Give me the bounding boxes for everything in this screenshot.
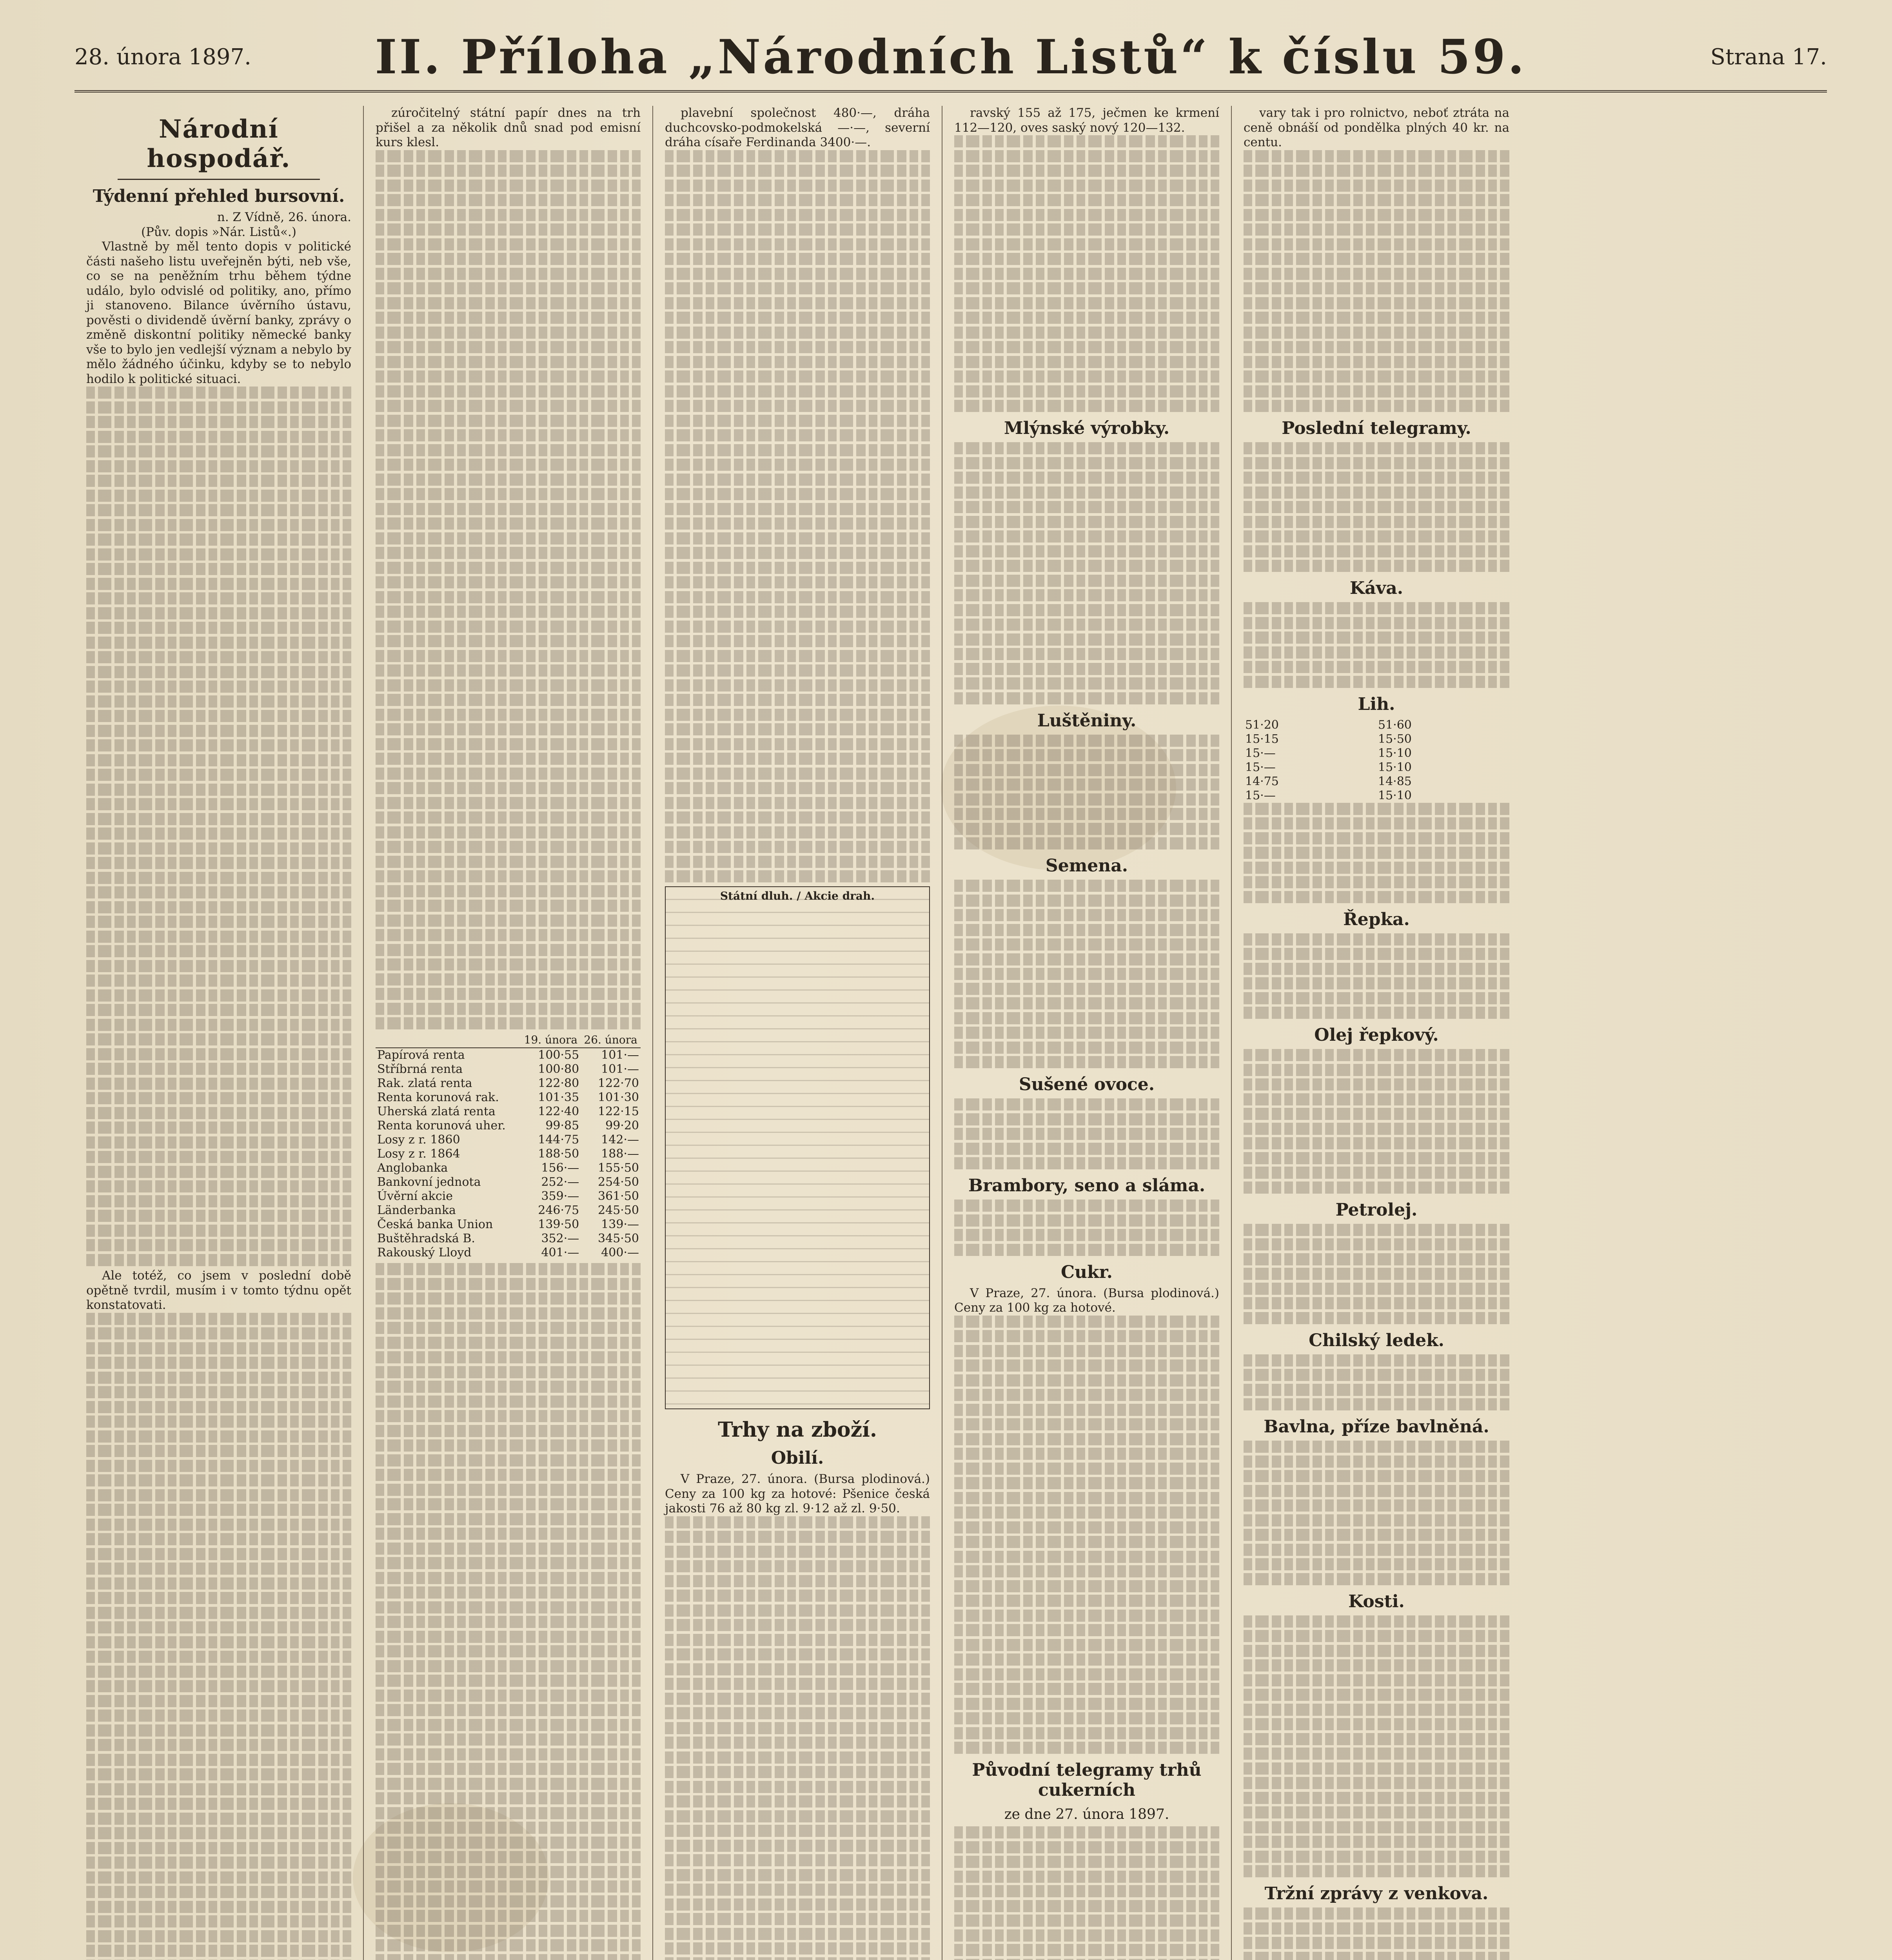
spirit-price-row — [1244, 732, 1509, 746]
article-paragraph: Ale totéž, co jsem v poslední době opětně tvrdil, musím i v tomto týdnu opět konstatovati. — [86, 1269, 351, 1312]
spirit-price: 15·— — [1245, 788, 1276, 802]
article-text-block — [954, 135, 1219, 412]
spirit-price: 14·75 — [1245, 774, 1279, 788]
security-quote: 101·— — [601, 1048, 639, 1062]
security-name: Renta korunová uher. — [377, 1119, 506, 1132]
security-quote: 139·— — [601, 1218, 639, 1231]
security-quote: 345·50 — [598, 1232, 639, 1245]
security-quote: 400·— — [601, 1246, 639, 1259]
security-quote: 122·15 — [598, 1105, 639, 1118]
security-quote: 101·30 — [598, 1091, 639, 1104]
subsection-heading: Bavlna, příze bavlněná. — [1264, 1417, 1489, 1437]
page-number: Strana 17. — [1710, 44, 1827, 70]
security-quote: 401·— — [541, 1246, 579, 1259]
stock-quotes-header: Státní dluh. / Akcie drah. — [720, 889, 875, 902]
article-text-block — [376, 150, 641, 1030]
spirit-price-row — [1244, 789, 1509, 803]
article-text-block — [1244, 933, 1509, 1019]
spirit-price: 14·85 — [1378, 774, 1412, 788]
article-columns — [74, 106, 1827, 1960]
security-quote: 100·80 — [538, 1062, 579, 1076]
subsection-heading: Brambory, seno a sláma. — [968, 1176, 1206, 1196]
article-text-block — [86, 387, 351, 1266]
article-text-block — [954, 1200, 1219, 1256]
security-quote: 254·50 — [598, 1175, 639, 1189]
rates-row — [376, 1246, 641, 1260]
rates-header — [376, 1033, 521, 1048]
article-text-block — [1244, 602, 1509, 688]
article-text-block — [665, 1516, 930, 1960]
security-name: Úvěrní akcie — [377, 1189, 453, 1203]
article-text-block — [1244, 1224, 1509, 1324]
rates-row — [376, 1091, 641, 1105]
article-text-block — [86, 1313, 351, 1960]
security-quote: 142·— — [601, 1133, 639, 1147]
article-text-block — [954, 880, 1219, 1068]
subsection-heading: Káva. — [1349, 578, 1404, 598]
article-paragraph: zúročitelný státní papír dnes na trh přišel a za několik dnů snad pod emisní kurs klesl. — [376, 106, 641, 149]
section-title: Národní hospodář. — [147, 114, 291, 173]
security-quote: 99·20 — [605, 1119, 639, 1132]
spirit-prices-table — [1244, 718, 1509, 803]
subsection-heading: Chilský ledek. — [1309, 1330, 1444, 1350]
rates-row — [376, 1232, 641, 1246]
subsection-heading: Kosti. — [1348, 1591, 1405, 1612]
security-quote: 144·75 — [538, 1133, 579, 1147]
subsection-heading: Semena. — [1045, 856, 1128, 876]
rates-row — [376, 1175, 641, 1189]
article-paragraph: ravský 155 až 175, ječmen ke krmení 112—120, oves saský nový 120—132. — [954, 106, 1219, 135]
security-name: Renta korunová rak. — [377, 1091, 499, 1104]
security-quote: 139·50 — [538, 1218, 579, 1231]
security-quote: 352·— — [541, 1232, 579, 1245]
security-quote: 100·55 — [538, 1048, 579, 1062]
subsection-heading: Poslední telegramy. — [1282, 418, 1471, 438]
rates-row — [376, 1105, 641, 1119]
rates-row — [376, 1119, 641, 1133]
spirit-price: 15·— — [1245, 760, 1276, 774]
subsection-heading: Původní telegramy trhů cukerních — [972, 1760, 1202, 1800]
article-text-block — [665, 150, 930, 883]
spirit-price-row — [1244, 760, 1509, 775]
article-text-block — [1244, 1907, 1509, 1960]
article-paragraph: Vlastně by měl tento dopis v politické části našeho listu uveřejněn býti, neb vše, co se na peněžním trhu během týdne událo, bylo odvislé od politiky, ano, přímo ji stanoveno. Bilance úvěrního ústavu, pověsti o dividendě úvěrní banky, zprávy o změně diskontní politiky německé banky vše to bylo jen vedlejší význam a nebylo by mělo žádného účinku, kdyby se to nebylo hodilo k politické situaci. — [86, 240, 351, 386]
spirit-price-row — [1244, 718, 1509, 732]
article-text-block — [1244, 1441, 1509, 1585]
security-name: Papírová renta — [377, 1048, 465, 1062]
spirit-price: 15·— — [1245, 746, 1276, 760]
subsection-heading: Tržní zprávy z venkova. — [1264, 1884, 1489, 1904]
rates-row — [376, 1133, 641, 1147]
subsection-heading: Mlýnské výrobky. — [1004, 418, 1170, 438]
column-5 — [1232, 106, 1521, 1960]
security-name: Česká banka Union — [377, 1218, 493, 1231]
security-name: Anglobanka — [377, 1161, 448, 1175]
article-paragraph: vary tak i pro rolnictvo, neboť ztráta na ceně obnáší od pondělka plných 40 kr. na centu. — [1244, 106, 1509, 149]
column-3 — [653, 106, 942, 1960]
rates-table — [376, 1033, 641, 1260]
subsection-heading: Sušené ovoce. — [1019, 1074, 1155, 1094]
rates-row — [376, 1218, 641, 1232]
subsection-heading: Obilí. — [771, 1448, 824, 1468]
rates-row — [376, 1203, 641, 1218]
security-name: Losy z r. 1860 — [377, 1133, 460, 1147]
subsection-heading: Lih. — [1358, 694, 1395, 714]
security-quote: 122·80 — [538, 1076, 579, 1090]
security-quote: 359·— — [541, 1189, 579, 1203]
issue-date: 28. února 1897. — [74, 44, 251, 70]
spirit-price-row — [1244, 775, 1509, 789]
column-4 — [942, 106, 1232, 1960]
section-heading: Trhy na zboží. — [718, 1418, 877, 1442]
article-text-block — [1244, 150, 1509, 412]
article-text-block — [1244, 1615, 1509, 1878]
article-paragraph: plavební společnost 480·—, dráha duchcovsko-podmokelská —·—, severní dráha císaře Ferdinanda 3400·—. — [665, 106, 930, 149]
security-quote: 99·85 — [545, 1119, 579, 1132]
security-name: Rakouský Lloyd — [377, 1246, 472, 1259]
security-quote: 101·35 — [538, 1091, 579, 1104]
subsection-date: ze dne 27. února 1897. — [1004, 1806, 1169, 1822]
security-name: Stříbrná renta — [377, 1062, 463, 1076]
rates-row — [376, 1189, 641, 1203]
security-quote: 188·— — [601, 1147, 639, 1161]
article-text-block — [954, 1098, 1219, 1169]
spirit-price-row — [1244, 746, 1509, 760]
security-quote: 122·40 — [538, 1105, 579, 1118]
source-note: (Pův. dopis »Nár. Listů«.) — [141, 225, 296, 239]
rates-row — [376, 1076, 641, 1091]
stock-quotes-table — [665, 886, 930, 1409]
spirit-price: 51·60 — [1378, 718, 1412, 732]
article-text-block — [1244, 1049, 1509, 1194]
masthead — [74, 24, 1827, 93]
subsection-heading: Luštěniny. — [1037, 710, 1137, 731]
security-quote: 122·70 — [598, 1076, 639, 1090]
security-name: Länderbanka — [377, 1203, 456, 1217]
security-name: Bankovní jednota — [377, 1175, 481, 1189]
spirit-price: 15·10 — [1378, 760, 1412, 774]
column-1 — [74, 106, 364, 1960]
spirit-price: 15·10 — [1378, 788, 1412, 802]
security-name: Uherská zlatá renta — [377, 1105, 496, 1118]
article-text-block — [1244, 803, 1509, 903]
article-text-block — [954, 1826, 1219, 1960]
security-quote: 188·50 — [538, 1147, 579, 1161]
spirit-price: 15·10 — [1378, 746, 1412, 760]
subsection-heading: Petrolej. — [1335, 1200, 1418, 1220]
security-quote: 246·75 — [538, 1203, 579, 1217]
subsection-heading: Řepka. — [1343, 909, 1410, 929]
rates-row — [376, 1048, 641, 1062]
security-name: Losy z r. 1864 — [377, 1147, 460, 1161]
subsection-heading: Olej řepkový. — [1314, 1025, 1439, 1045]
security-quote: 361·50 — [598, 1189, 639, 1203]
article-text-block — [954, 1316, 1219, 1754]
security-quote: 245·50 — [598, 1203, 639, 1217]
rates-header: 26. února — [581, 1033, 641, 1048]
article-text-block — [954, 442, 1219, 704]
security-quote: 252·— — [541, 1175, 579, 1189]
rates-row — [376, 1161, 641, 1175]
dateline: n. Z Vídně, 26. února. — [217, 210, 351, 224]
spirit-price: 51·20 — [1245, 718, 1279, 732]
security-name: Rak. zlatá renta — [377, 1076, 472, 1090]
security-quote: 155·50 — [598, 1161, 639, 1175]
subsection-heading: Cukr. — [1061, 1262, 1113, 1282]
security-quote: 101·— — [601, 1062, 639, 1076]
article-text-block — [954, 735, 1219, 850]
article-text-block — [1244, 1354, 1509, 1411]
column-2 — [364, 106, 653, 1960]
divider — [118, 179, 320, 180]
article-title: Týdenní přehled bursovní. — [93, 186, 345, 206]
article-text-block — [376, 1263, 641, 1960]
rates-row — [376, 1147, 641, 1161]
rates-header: 19. února — [521, 1033, 581, 1048]
article-paragraph: V Praze, 27. února. (Bursa plodinová.) Ceny za 100 kg za hotové. — [954, 1286, 1219, 1315]
security-name: Buštěhradská B. — [377, 1232, 475, 1245]
security-quote: 156·— — [541, 1161, 579, 1175]
supplement-title: II. Příloha „Národních Listů“ k číslu 59. — [375, 29, 1527, 85]
spirit-price: 15·50 — [1378, 732, 1412, 746]
article-text-block — [1244, 442, 1509, 572]
article-paragraph: V Praze, 27. února. (Bursa plodinová.) Ceny za 100 kg za hotové: Pšenice česká jakosti 76 až 80 kg zl. 9·12 až zl. 9·50. — [665, 1472, 930, 1515]
rates-row — [376, 1062, 641, 1076]
spirit-price: 15·15 — [1245, 732, 1279, 746]
